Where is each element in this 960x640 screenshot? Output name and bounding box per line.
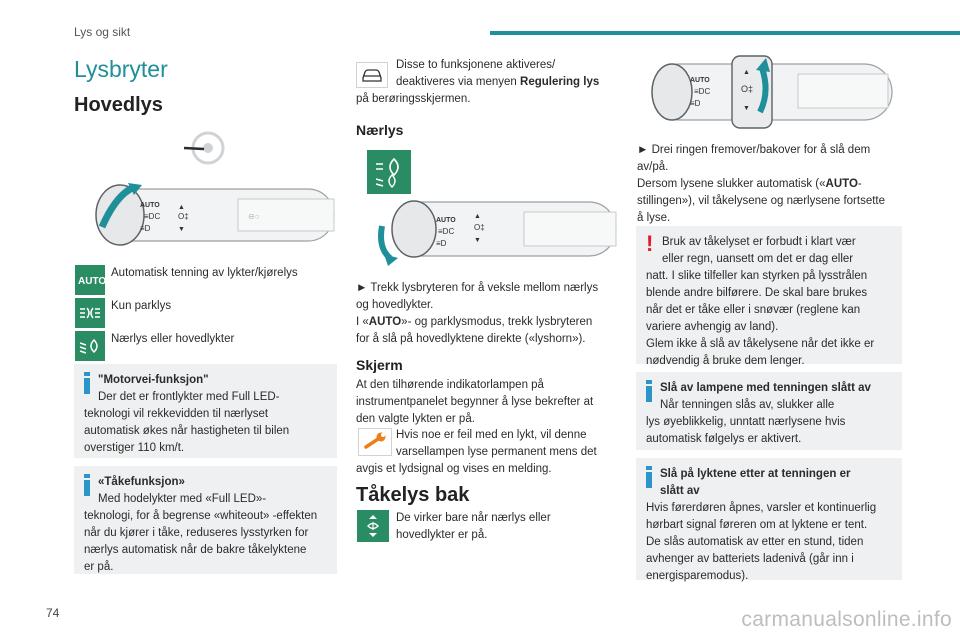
takelys-text-1: De virker bare når nærlys eller xyxy=(396,512,551,524)
parking-lights-icon xyxy=(75,298,105,328)
fog-ring-illustration xyxy=(648,50,888,136)
wrench-warning-icon xyxy=(358,428,392,456)
warning-exclamation-icon: ! xyxy=(646,231,654,256)
watermark: carmanualsonline.info xyxy=(741,608,952,631)
svg-text:≡DC: ≡DC xyxy=(694,87,711,96)
svg-text:▲: ▲ xyxy=(743,69,750,76)
header-accent-bar xyxy=(490,31,960,35)
info-icon xyxy=(646,380,652,402)
naerlys-text-1: ► Trekk lysbryteren for å veksle mellom nærlys xyxy=(356,282,599,294)
svg-text:⊖○: ⊖○ xyxy=(248,212,260,221)
svg-text:O‡: O‡ xyxy=(474,223,485,232)
page-title: Lysbryter xyxy=(74,56,168,82)
svg-text:O‡: O‡ xyxy=(178,212,189,221)
section-label: Lys og sikt xyxy=(74,25,131,39)
page-number: 74 xyxy=(46,606,60,620)
car-settings-icon xyxy=(356,62,388,88)
legend-item-auto: AUTO Automatisk tenning av lykter/kjørelys xyxy=(75,265,298,295)
svg-text:≡D: ≡D xyxy=(690,99,701,108)
fog-text-2: av/på. xyxy=(637,161,669,173)
light-stalk-illustration xyxy=(88,177,336,255)
info-icon xyxy=(84,372,90,394)
svg-text:≡DC: ≡DC xyxy=(144,212,161,221)
svg-text:≡DC: ≡DC xyxy=(438,227,455,236)
heading-takelys-bak: Tåkelys bak xyxy=(356,484,470,506)
svg-text:AUTO: AUTO xyxy=(690,77,710,84)
auto-icon xyxy=(75,265,105,295)
info-note-motorvei: "Motorvei-funksjon" Der det er frontlykter med Full LED- teknologi vil rekkevidden til nærlyset automatisk økes når hastigheten til bilen overstiger 110 km/t. xyxy=(74,364,337,458)
info-icon xyxy=(646,466,652,488)
legend-item-dipped: Nærlys eller hovedlykter xyxy=(75,331,234,361)
fog-text-1: ► Drei ringen fremover/bakover for å slå dem xyxy=(637,144,871,156)
legend-item-parking: Kun parklys xyxy=(75,298,171,328)
svg-text:▲: ▲ xyxy=(474,213,481,220)
svg-text:AUTO: AUTO xyxy=(78,276,107,287)
info-note-takefunksjon: «Tåkefunksjon» Med hodelykter med «Full LED»- teknologi, for å begrense «whiteout» -effekten når du kjører i tåke, reduseres lysstyrken for nærlys automatisk når de bakre tåkelyktene er på. xyxy=(74,466,337,574)
svg-text:≡D: ≡D xyxy=(140,224,151,233)
skjerm-text-2: instrumentpanelet begynner å lyse bekrefter at xyxy=(356,396,594,408)
info-icon xyxy=(84,474,90,496)
steering-wheel-icon xyxy=(182,130,226,170)
skjerm-text-6: avgis et lydsignal og vises en melding. xyxy=(356,463,552,475)
light-stalk-pull-illustration xyxy=(374,196,618,274)
naerlys-text-2: og hovedlykter. xyxy=(356,299,434,311)
skjerm-text-5: varsellampen lyse permanent mens det xyxy=(396,446,597,458)
skjerm-text-3: den valgte lykten er på. xyxy=(356,413,475,425)
heading-skjerm: Skjerm xyxy=(356,357,403,373)
intro-line-1: Disse to funksjonene aktiveres/ xyxy=(396,59,556,71)
svg-text:AUTO: AUTO xyxy=(436,217,456,224)
heading-hovedlys: Hovedlys xyxy=(74,94,163,116)
intro-line-3: på berøringsskjermen. xyxy=(356,93,471,105)
dipped-beam-icon xyxy=(75,331,105,361)
takelys-text-2: hovedlykter er på. xyxy=(396,529,488,541)
svg-text:▼: ▼ xyxy=(178,226,185,233)
warning-note-takelys: ! Bruk av tåkelyset er forbudt i klart vær eller regn, uansett om det er dag eller natt. I slike tilfeller kan styrken på lysstrålen blende andre bilførere. De skal bare brukes når det er tåke eller i snøvær (reglene kan variere avhengig av land). Glem ikke å slå av tåkelysene når det ikke er nødvendig å bruke dem lenger. xyxy=(636,226,902,364)
skjerm-text-1: At den tilhørende indikatorlampen på xyxy=(356,379,544,391)
heading-naerlys: Nærlys xyxy=(356,122,404,138)
svg-text:▼: ▼ xyxy=(743,105,750,112)
info-note-lykter-tent: Slå på lyktene etter at tenningen er slått av Hvis førerdøren åpnes, varsler et kontinuerlig hørbart signal føreren om at lyktene er tent. De slås automatisk av etter en stund, tiden avhenger av batteriets ladenivå (går inn i energisparemodus). xyxy=(636,458,902,580)
skjerm-text-4: Hvis noe er feil med en lykt, vil denne xyxy=(396,429,587,441)
svg-text:≡D: ≡D xyxy=(436,239,447,248)
rear-fog-icon xyxy=(357,510,389,542)
fog-text-5: å lyse. xyxy=(637,212,671,224)
svg-text:O‡: O‡ xyxy=(741,84,754,94)
info-note-tenning-av: Slå av lampene med tenningen slått av Når tenningen slås av, slukker alle lys øyeblikkelig, unntatt nærlysene hvis automatisk følgelys er aktivert. xyxy=(636,372,902,450)
intro-line-2: deaktiveres via menyen Regulering lys xyxy=(396,76,600,88)
stalk-auto-label: AUTO xyxy=(140,202,160,209)
naerlys-text-3: I «AUTO»- og parklysmodus, trekk lysbryteren xyxy=(356,316,593,328)
headlight-beam-icon xyxy=(367,150,411,194)
svg-text:▼: ▼ xyxy=(474,237,481,244)
fog-text-3: Dersom lysene slukker automatisk («AUTO- xyxy=(637,178,862,190)
naerlys-text-4: for å slå på hovedlyktene direkte («lyshorn»). xyxy=(356,333,586,345)
fog-text-4: stillingen»), vil tåkelysene og nærlysene fortsette xyxy=(637,195,886,207)
svg-text:▲: ▲ xyxy=(178,204,185,211)
